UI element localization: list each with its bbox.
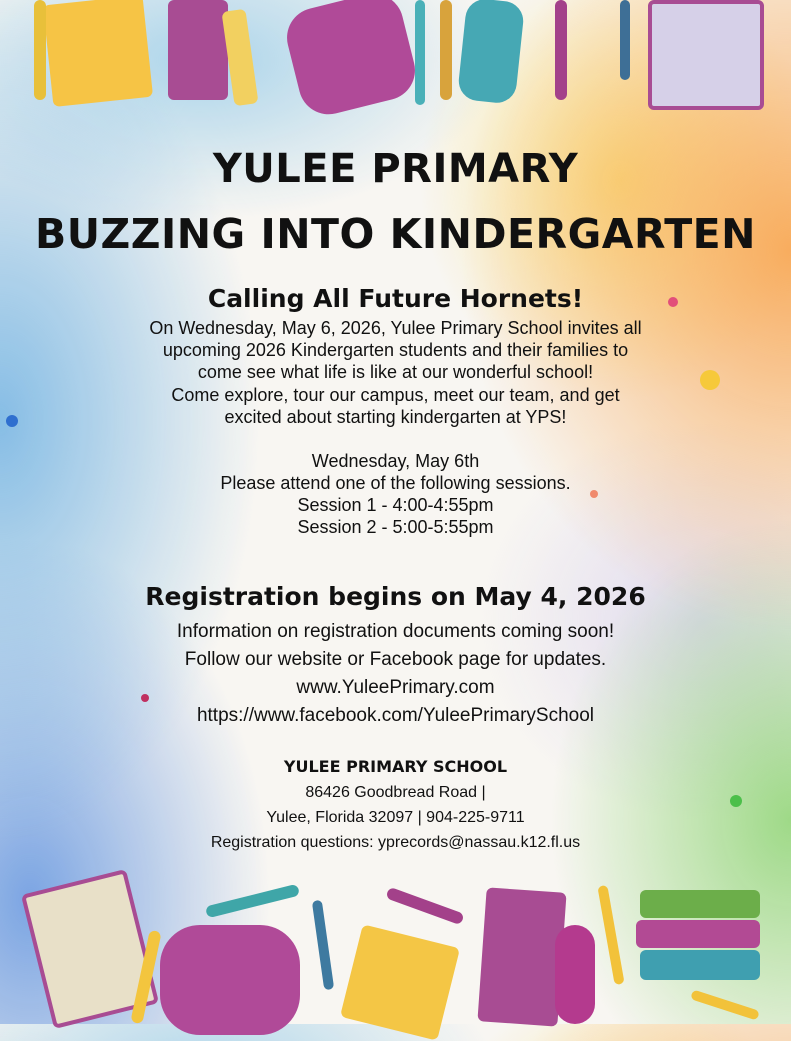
marker-illustration [385,887,464,926]
marker-illustration [555,0,567,100]
session-instruction: Please attend one of the following sessions. [220,473,571,493]
pencil-illustration [690,989,760,1020]
session-item: Session 1 - 4:00-4:55pm [297,495,494,515]
intro-heading: Calling All Future Hornets! [207,284,584,313]
pencil-illustration [440,0,452,100]
books-stack-illustration [640,950,760,980]
intro-line: excited about starting kindergarten at YPS! [224,407,567,427]
intro-line: Come explore, tour our campus, meet our team, and get [171,385,620,405]
pencil-illustration [620,0,630,80]
books-stack-illustration [636,920,760,948]
scissors-illustration [555,925,595,1024]
session-item: Session 2 - 5:00-5:55pm [297,517,494,537]
title-line-2: BUZZING INTO KINDERGARTEN [34,210,756,258]
paint-palette-illustration [477,887,566,1026]
pencil-illustration [34,0,46,100]
books-stack-illustration [640,890,760,918]
website-link[interactable]: www.YuleePrimary.com [296,677,495,698]
pencil-illustration [597,885,624,985]
intro-line: On Wednesday, May 6, 2026, Yulee Primary School invites all [149,318,642,338]
paint-palette-illustration [168,0,228,100]
compass-illustration [312,900,334,991]
facebook-link[interactable]: https://www.facebook.com/YuleePrimarySchool [196,705,595,726]
registration-line: Follow our website or Facebook page for updates. [184,649,607,670]
school-name: YULEE PRIMARY SCHOOL [283,757,508,776]
intro-line: come see what life is like at our wonderful school! [197,362,594,382]
backpack-illustration [281,0,422,121]
pencil-illustration [415,0,425,105]
crayon-box-illustration [648,0,764,110]
title-line-1: YULEE PRIMARY [212,146,579,192]
registration-contact: Registration questions: yprecords@nassau.k12.fl.us [210,834,581,851]
session-date: Wednesday, May 6th [311,451,480,471]
registration-heading: Registration begins on May 4, 2026 [145,582,646,611]
notebook-illustration [43,0,153,107]
intro-line: upcoming 2026 Kindergarten students and their families to [162,340,629,360]
registration-line: Information on registration documents coming soon! [176,621,615,642]
backpack-illustration [160,925,300,1035]
school-address-2: Yulee, Florida 32097 | 904-225-9711 [266,809,525,826]
pencil-illustration [205,884,300,919]
notebook-illustration [340,924,460,1040]
pencil-case-illustration [457,0,525,105]
school-address-1: 86426 Goodbread Road | [305,784,486,801]
